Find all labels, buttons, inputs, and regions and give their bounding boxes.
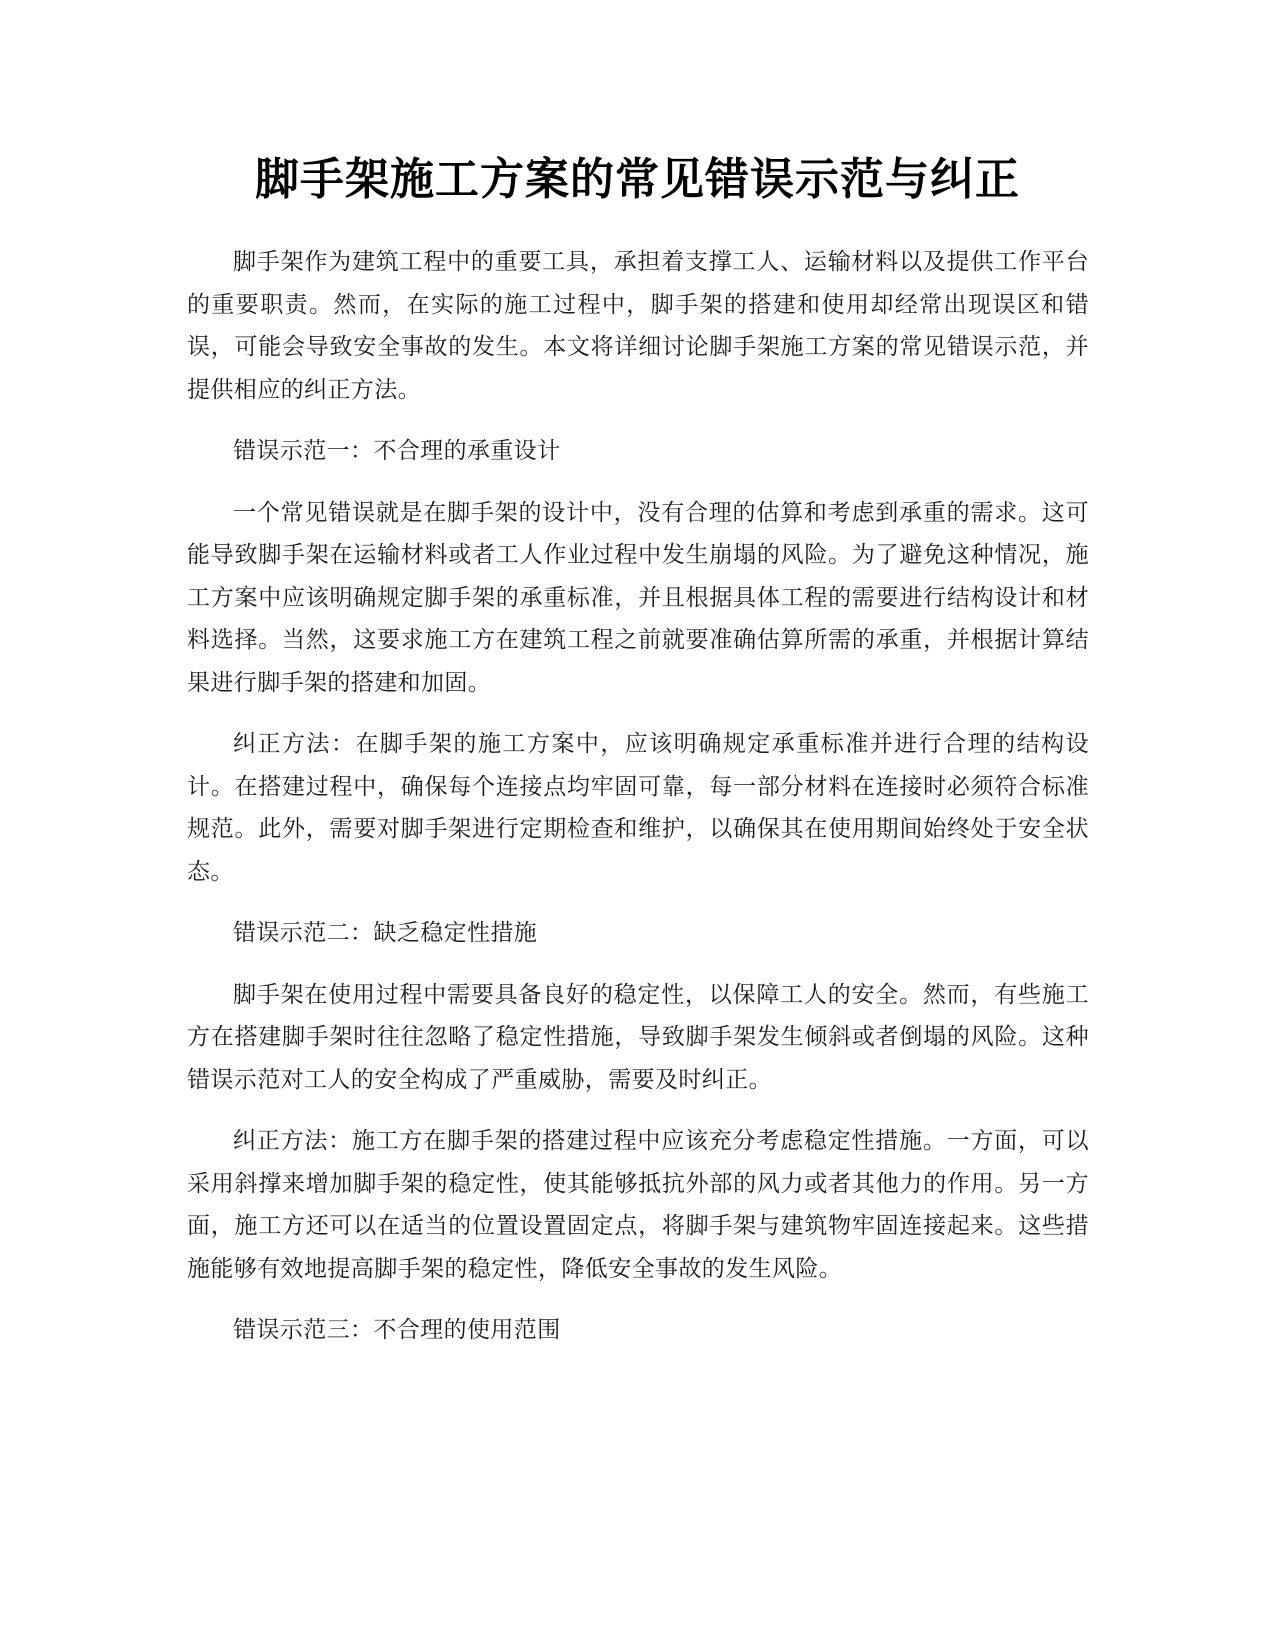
document-title: 脚手架施工方案的常见错误示范与纠正 — [255, 154, 1020, 205]
section-heading-3: 错误示范三：不合理的使用范围 — [233, 1317, 561, 1343]
section-heading-2: 错误示范二：缺乏稳定性措施 — [233, 920, 538, 946]
section-heading-1: 错误示范一：不合理的承重设计 — [233, 438, 561, 464]
document-body — [187, 241, 1089, 1371]
intro-paragraph: 脚手架作为建筑工程中的重要工具，承担着支撑工人、运输材料以及提供工作平台的重要职责。然而，在实际的施工过程中，脚手架的搭建和使用却经常出现误区和错误，可能会导致安全事故的发生。本文将详细讨论脚手架施工方案的常见错误示范，并提供相应的纠正方法。 — [187, 249, 1089, 403]
section-2-correction: 纠正方法：施工方在脚手架的搭建过程中应该充分考虑稳定性措施。一方面，可以采用斜撑来增加脚手架的稳定性，使其能够抵抗外部的风力或者其他力的作用。另一方面，施工方还可以在适当的位置设置固定点，将脚手架与建筑物牢固连接起来。这些措施能够有效地提高脚手架的稳定性，降低安全事故的发生风险。 — [187, 1128, 1089, 1282]
section-1-problem: 一个常见错误就是在脚手架的设计中，没有合理的估算和考虑到承重的需求。这可能导致脚手架在运输材料或者工人作业过程中发生崩塌的风险。为了避免这种情况，施工方案中应该明确规定脚手架的承重标准，并且根据具体工程的需要进行结构设计和材料选择。当然，这要求施工方在建筑工程之前就要准确估算所需的承重，并根据计算结果进行脚手架的搭建和加固。 — [187, 499, 1089, 696]
section-1-correction: 纠正方法：在脚手架的施工方案中，应该明确规定承重标准并进行合理的结构设计。在搭建过程中，确保每个连接点均牢固可靠，每一部分材料在连接时必须符合标准规范。此外，需要对脚手架进行定期检查和维护，以确保其在使用期间始终处于安全状态。 — [187, 731, 1089, 885]
section-2-problem: 脚手架在使用过程中需要具备良好的稳定性，以保障工人的安全。然而，有些施工方在搭建脚手架时往往忽略了稳定性措施，导致脚手架发生倾斜或者倒塌的风险。这种错误示范对工人的安全构成了严重威胁，需要及时纠正。 — [187, 981, 1089, 1093]
